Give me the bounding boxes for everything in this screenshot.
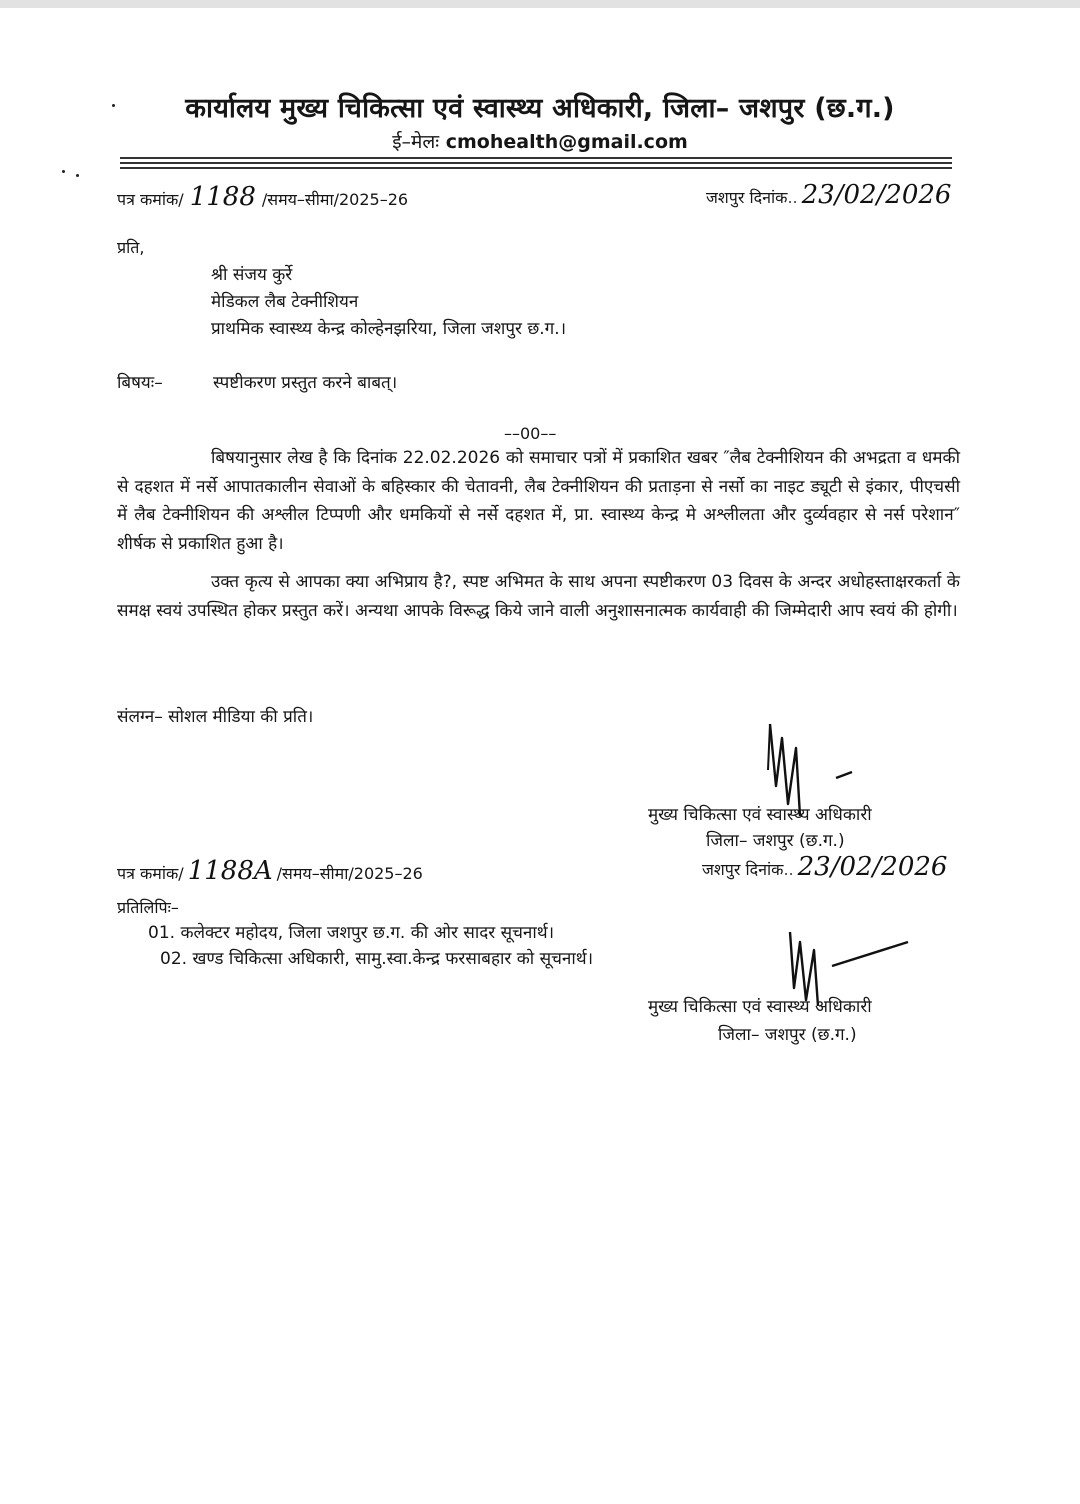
header-rule-mid [120,162,952,164]
scan-top-edge [0,0,1080,8]
email-address: cmohealth@gmail.com [445,131,688,153]
letter-number-suffix: /समय–सीमा/2025–26 [261,190,409,209]
copy-to-item-2: 02. खण्ड चिकित्सा अधिकारी, सामु.स्वा.केन्द्र फरसाबहार को सूचनार्थ। [160,949,594,969]
date-label: जशपुर दिनांक [706,188,788,207]
copy-to-item-1: 01. कलेक्टर महोदय, जिला जशपुर छ.ग. की ओर सादर सूचनार्थ। [148,923,555,943]
date-handwritten: 23/02/2026 [801,180,952,210]
email-label: ई–मेलः [392,131,440,153]
office-title: कार्यालय मुख्य चिकित्सा एवं स्वास्थ्य अधिकारी, जिला– जशपुर (छ.ग.) [185,93,895,124]
signatory-2-district: जिला– जशपुर (छ.ग.) [718,1025,857,1045]
subject-label: बिषयः– [117,373,163,393]
signatory-1-district: जिला– जशपुर (छ.ग.) [706,831,845,851]
signatory-2-designation: मुख्य चिकित्सा एवं स्वास्थ्य अधिकारी [648,997,872,1017]
addressee-designation: मेडिकल लैब टेक्नीशियन [211,292,359,312]
scan-speck [62,170,65,173]
enclosure-note: संलग्न– सोशल मीडिया की प्रति। [117,707,314,727]
signatory-1-designation: मुख्य चिकित्सा एवं स्वास्थ्य अधिकारी [648,805,872,825]
letter-number-prefix: पत्र कमांक/ [117,190,184,209]
copy-letter-number-prefix: पत्र कमांक/ [117,864,184,883]
copy-letter-number-line [117,856,423,886]
subject-text: स्पष्टीकरण प्रस्तुत करने बाबत्। [213,373,398,393]
addressee-office: प्राथमिक स्वास्थ्य केन्द्र कोल्हेनझरिया, जिला जशपुर छ.ग.। [211,319,567,339]
email-line [0,128,1080,154]
addressee-label: प्रति, [117,238,145,257]
copy-date-label: जशपुर दिनांक [702,860,784,879]
letter-date-line: जशपुर दिनांक.. 23/02/2026 [706,180,952,210]
letter-number-handwritten: 1188 [189,182,256,212]
copy-letter-number-suffix: /समय–सीमा/2025–26 [276,864,423,883]
body-paragraph-2: उक्त कृत्य से आपका क्या अभिप्राय है?, स्पष्ट अभिमत के साथ अपना स्पष्टीकरण 03 दिवस के अन्दर अधोहस्ताक्षरकर्ता के समक्ष स्वयं उपस्थित होकर प्रस्तुत करें। अन्यथा आपके विरूद्ध किये जाने वाली अनुशासनात्मक कार्यवाही की जिम्मेदारी आप स्वयं की होगी। [117,572,960,621]
addressee-name: श्री संजय कुर्रे [211,265,293,285]
section-separator: ––00–– [504,424,557,443]
copy-letter-number-handwritten: 1188A [187,856,273,886]
copy-date-line: जशपुर दिनांक.. 23/02/2026 [702,852,948,882]
header-rule-top [120,157,952,159]
header-rule-bottom [120,167,952,169]
body-paragraph-1: बिषयानुसार लेख है कि दिनांक 22.02.2026 को समाचार पत्रों में प्रकाशित खबर ″लैब टेक्नीशियन की अभद्रता व धमकी से दहशत में नर्से आपातकालीन सेवाओं के बहिस्कार की चेतावनी, लैब टेक्नीशियन की प्रताड़ना से नर्सो का नाइट ड्यूटी से इंकार, पीएचसी में लैब टेक्नीशियन की अश्लील टिप्पणी और धमकियों से नर्से दहशत में, प्रा. स्वास्थ्य केन्द्र मे अश्लीलता और दुर्व्यवहार से नर्स परेशान″ शीर्षक से प्रकाशित हुआ है। [117,448,960,554]
letter-number-line [117,182,408,212]
scan-speck [76,174,79,177]
copy-to-label: प्रतिलिपिः– [117,898,179,917]
copy-date-handwritten: 23/02/2026 [797,852,948,882]
